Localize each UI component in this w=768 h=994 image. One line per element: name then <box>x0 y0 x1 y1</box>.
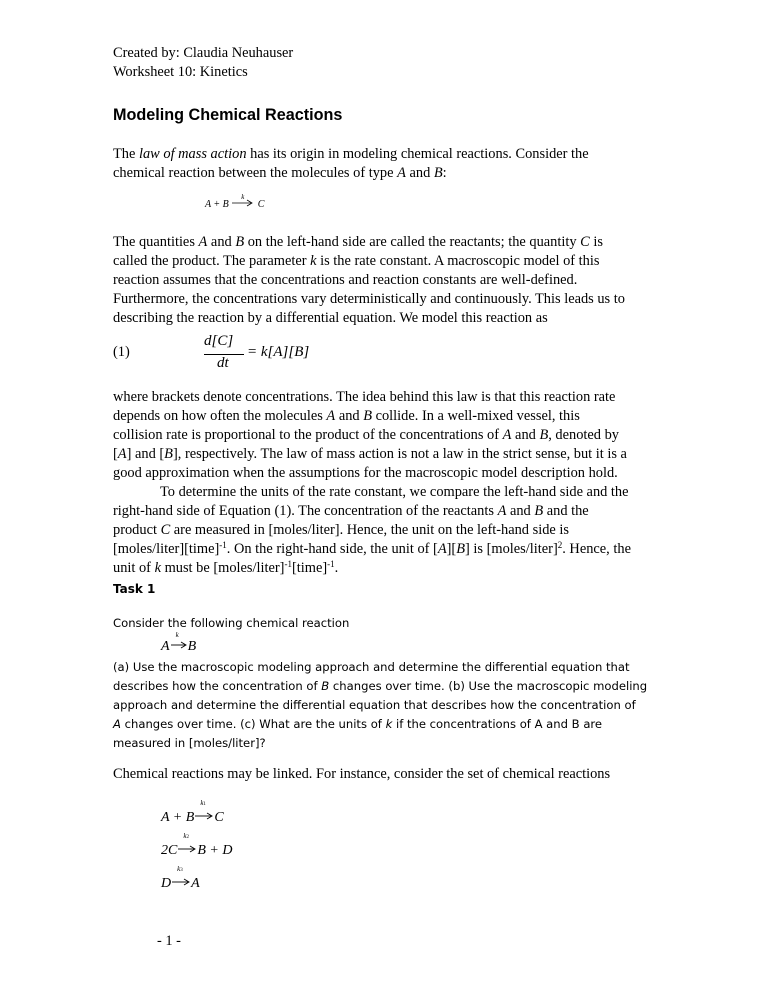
text-run: changes over time. (c) What are the units of <box>120 717 386 731</box>
superscript: -1 <box>327 559 335 569</box>
var-k: k <box>310 253 317 269</box>
text-run: unit of <box>113 560 155 576</box>
text-run: is the rate constant. A macroscopic model of this <box>316 253 600 269</box>
right-arrow-icon <box>177 844 197 854</box>
text-run: called the product. The parameter <box>113 253 311 269</box>
rate-k: k <box>183 832 187 840</box>
reaction-lhs: 2C <box>161 843 178 858</box>
section-heading: Modeling Chemical Reactions <box>113 106 343 124</box>
text-line: Furthermore, the concentrations vary deterministically and continuously. This leads us to <box>113 291 625 307</box>
reaction-rhs: B <box>187 639 197 654</box>
created-by-line: Created by: Claudia Neuhauser <box>113 45 294 61</box>
reaction-lhs: A <box>161 639 170 654</box>
text-run: and <box>207 234 236 250</box>
var-b: B <box>321 679 330 693</box>
var-a: A <box>397 165 406 181</box>
var-a: A <box>502 427 512 443</box>
var-a: A <box>437 541 447 557</box>
reaction-rhs: B + D <box>197 843 233 858</box>
text-run: [ <box>113 446 118 462</box>
right-arrow-icon <box>194 811 214 821</box>
text-run: right-hand side of Equation (1). The concentration of the reactants <box>113 503 498 519</box>
rate-subscript: 1 <box>203 802 206 807</box>
text-run: must be [moles/liter] <box>160 560 285 576</box>
reaction-arrow <box>194 799 214 826</box>
text-run: ] is [moles/liter] <box>465 541 558 557</box>
text-run: collision rate is proportional to the product of the concentrations of <box>113 427 503 443</box>
superscript: -1 <box>219 540 227 550</box>
var-b: B <box>164 446 173 462</box>
rate-k: k <box>200 799 204 807</box>
text-run: and the <box>543 503 589 519</box>
paragraph-reactants <box>113 233 658 328</box>
text-line: where brackets denote concentrations. The idea behind this law is that this reaction rate <box>113 389 616 405</box>
rate-constant-label <box>183 832 189 840</box>
rate-constant-label <box>177 865 183 873</box>
text-run: are measured in [moles/liter]. Hence, the unit on the left-hand side is <box>170 522 569 538</box>
text-run: . On the right-hand side, the unit of [ <box>226 541 438 557</box>
var-b: B <box>456 541 466 557</box>
rate-constant-label <box>200 799 206 807</box>
text-run: and <box>335 408 364 424</box>
text-run: changes over time. (b) Use the macroscopic modeling <box>329 679 648 693</box>
text-line: describing the reaction by a differential equation. We model this reaction as <box>113 310 548 326</box>
text-line: (a) Use the macroscopic modeling approach and determine the differential equation that <box>113 660 630 674</box>
text-line: reaction assumes that the concentrations and reaction constants are well-defined. <box>113 272 578 288</box>
text-run: and <box>506 503 535 519</box>
text-run: : <box>442 165 447 181</box>
task-1-heading: Task 1 <box>113 582 156 596</box>
linked-reaction-1 <box>161 799 224 826</box>
var-a: A <box>117 446 127 462</box>
text-line: To determine the units of the rate constant, we compare the left-hand side and the <box>160 484 629 500</box>
text-run: on the left-hand side are called the reactants; the quantity <box>244 234 581 250</box>
rate-subscript: 2 <box>186 835 189 840</box>
worksheet-title: Worksheet 10: Kinetics <box>113 64 248 80</box>
equation-number: (1) <box>113 344 130 360</box>
linked-reaction-3 <box>161 865 200 892</box>
superscript: -1 <box>284 559 292 569</box>
var-a: A <box>497 503 507 519</box>
text-run: [time] <box>291 560 328 576</box>
var-b: B <box>235 234 245 250</box>
var-k: k <box>385 717 393 731</box>
text-run: . Hence, the <box>562 541 631 557</box>
var-k: k <box>154 560 161 576</box>
text-run: depends on how often the molecules <box>113 408 327 424</box>
fraction-numerator: d[C] <box>204 333 234 349</box>
reaction-rhs: C <box>257 199 265 210</box>
var-b: B <box>363 408 372 424</box>
reaction-arrow <box>171 865 191 892</box>
text-run: is <box>589 234 603 250</box>
reaction-lhs: A + B <box>205 199 229 210</box>
text-run: describes how the concentration of <box>113 679 322 693</box>
text-run: ][ <box>446 541 457 557</box>
right-arrow-icon <box>171 877 191 887</box>
reaction-main <box>205 193 265 210</box>
rate-k: k <box>177 865 181 873</box>
paragraph-explanation <box>113 388 658 578</box>
equation-rhs: = k[A][B] <box>247 344 310 360</box>
text-run: The quantities <box>113 234 199 250</box>
var-a: A <box>326 408 336 424</box>
rate-constant-label: k <box>241 193 245 201</box>
text-run: product <box>113 522 161 538</box>
rate-subscript: 3 <box>180 868 183 873</box>
text-run: collide. In a well-mixed vessel, this <box>372 408 580 424</box>
task-1-questions <box>113 658 673 753</box>
linked-reaction-2 <box>161 832 233 859</box>
law-of-mass-action-term: law of mass action <box>138 146 247 162</box>
text-run: has its origin in modeling chemical reactions. Consider the <box>246 146 589 162</box>
var-b: B <box>433 165 443 181</box>
text-run: and <box>405 165 434 181</box>
var-b: B <box>539 427 549 443</box>
var-b: B <box>534 503 544 519</box>
text-run: ] and [ <box>126 446 165 462</box>
text-run: . <box>334 560 339 576</box>
var-a: A <box>113 717 121 731</box>
task-1-reaction <box>161 631 197 655</box>
text-run: chemical reaction between the molecules of type <box>113 165 398 181</box>
text-line: good approximation when the assumptions for the macroscopic model description hold. <box>113 465 618 481</box>
text-run: [moles/liter][time] <box>113 541 220 557</box>
page-number: - 1 - <box>157 933 181 949</box>
text-run: , denoted by <box>548 427 619 443</box>
rate-constant-label: k <box>175 631 179 639</box>
var-c: C <box>580 234 590 250</box>
reaction-arrow <box>170 631 188 655</box>
reaction-lhs: D <box>161 876 172 891</box>
reaction-lhs: A + B <box>161 810 195 825</box>
var-c: C <box>160 522 171 538</box>
text-line: measured in [moles/liter]? <box>113 736 266 750</box>
task-1-intro: Consider the following chemical reaction <box>113 616 350 630</box>
text-run: The <box>113 146 139 162</box>
reaction-arrow <box>177 832 197 859</box>
reaction-rhs: A <box>191 876 200 891</box>
intro-paragraph <box>113 145 658 183</box>
reaction-rhs: C <box>214 810 224 825</box>
linked-reactions-text: Chemical reactions may be linked. For instance, consider the set of chemical reactions <box>113 766 611 782</box>
superscript: 2 <box>557 540 563 550</box>
text-run: if the concentrations of A and B are <box>392 717 603 731</box>
reaction-arrow <box>231 193 255 210</box>
fraction-denominator: dt <box>217 355 229 371</box>
text-run: and <box>511 427 540 443</box>
right-arrow-icon <box>170 640 188 650</box>
text-run: ], respectively. The law of mass action is not a law in the strict sense, but it is a <box>172 446 627 462</box>
var-a: A <box>198 234 208 250</box>
text-line: approach and determine the differential equation that describes how the concentration of <box>113 698 636 712</box>
